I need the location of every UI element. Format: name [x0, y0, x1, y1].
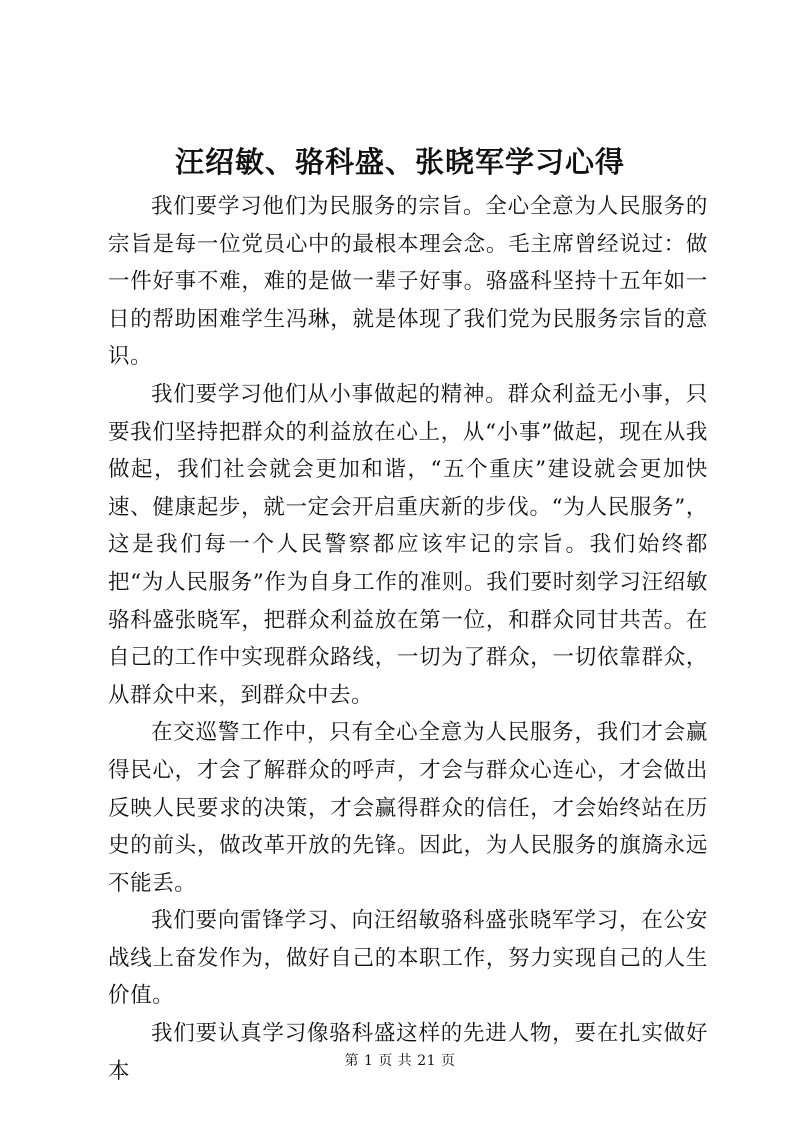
paragraph-3: 在交巡警工作中，只有全心全意为人民服务，我们才会赢得民心，才会了解群众的呼声，才会与群众心连心，才会做出反映人民要求的决策，才会赢得群众的信任，才会始终站在历史的前头，做改革开放的先锋。因此，为人民服务的旗旖永远不能丢。: [108, 720, 708, 896]
paragraph-4: 我们要向雷锋学习、向汪绍敏骆科盛张晓军学习，在公安战线上奋发作为，做好自己的本职工作，努力实现自己的人生价值。: [108, 908, 708, 1009]
paragraph-2: 我们要学习他们从小事做起的精神。群众利益无小事，只要我们坚持把群众的利益放在心上，从“小事”做起，现在从我做起，我们社会就会更加和谐，“五个重庆”建设就会更加快速、健康起步，就一定会开启重庆新的步伐。“为人民服务”，这是我们每一个人民警察都应该牢记的宗旨。我们始终都把“为人民服务”作为自身工作的准则。我们要时刻学习汪绍敏骆科盛张晓军，把群众利益放在第一位，和群众同甘共苦。在自己的工作中实现群众路线，一切为了群众，一切依靠群众，从群众中来，到群众中去。: [108, 381, 708, 708]
paragraph-5: 我们要认真学习像骆科盛这样的先进人物，要在扎实做好本: [108, 1021, 708, 1084]
document-title: 汪绍敏、骆科盛、张晓军学习心得: [174, 145, 625, 179]
document-body: [108, 188, 708, 1090]
page-footer: 第 1 页 共 21 页: [344, 1053, 456, 1069]
paragraph-1: 我们要学习他们为民服务的宗旨。全心全意为人民服务的宗旨是每一位党员心中的最根本理会念。毛主席曾经说过：做一件好事不难，难的是做一辈子好事。骆盛科坚持十五年如一日的帮助困难学生冯琳，就是体现了我们党为民服务宗旨的意识。: [108, 194, 708, 370]
